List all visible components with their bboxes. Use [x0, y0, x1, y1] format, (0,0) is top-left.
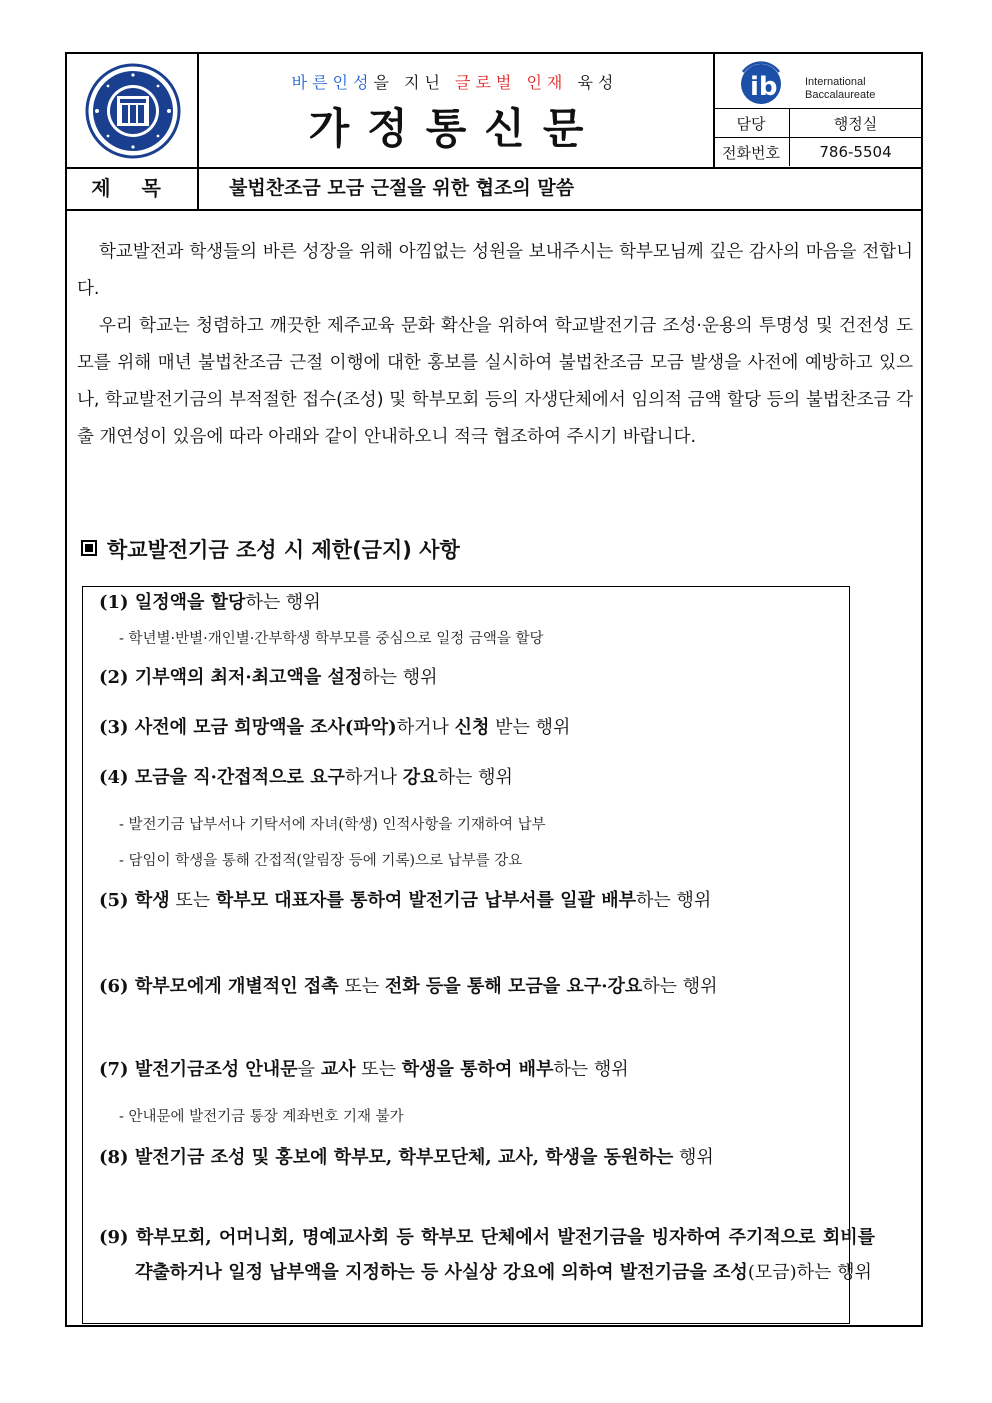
section-heading	[81, 534, 460, 564]
contact-table	[713, 108, 921, 166]
restriction-subnote: - 발전기금 납부서나 기탁서에 자녀(학생) 인적사항을 기재하여 납부	[119, 817, 546, 833]
item-number: (3)	[99, 717, 135, 738]
title-cell	[197, 54, 715, 167]
restriction-item	[99, 660, 875, 695]
item-number: (5)	[99, 890, 135, 911]
contact-key: 전화번호	[713, 138, 790, 167]
item-text: 하는 행위	[642, 976, 718, 997]
subject-value: 불법찬조금 모금 근절을 위한 협조의 말씀	[229, 177, 575, 199]
item-emphasis-text: 교사	[320, 1059, 356, 1080]
item-emphasis-text: 신청	[454, 717, 490, 738]
item-emphasis-text: 발전기금조성 안내문	[134, 1059, 298, 1080]
item-text: 하는 행위	[245, 592, 321, 613]
item-number: (4)	[99, 767, 135, 788]
item-text: 받는 행위	[489, 717, 571, 738]
item-number: (2)	[99, 667, 135, 688]
restriction-item	[99, 760, 875, 795]
contact-row	[713, 109, 921, 138]
svg-text:ib: ib	[750, 72, 778, 102]
item-emphasis-text: 기부액의 최저·최고액을 설정	[134, 667, 363, 688]
restriction-subnote: - 안내문에 발전기금 통장 계좌번호 기재 불가	[119, 1109, 404, 1125]
restriction-item	[99, 710, 875, 745]
item-number: (8)	[99, 1147, 135, 1168]
restriction-subnote: - 담임이 학생을 통해 간접적(알림장 등에 기록)으로 납부를 강요	[119, 853, 523, 869]
item-text: 또는	[338, 976, 385, 997]
restriction-item	[99, 1220, 875, 1290]
contact-value: 행정실	[790, 109, 922, 138]
intro-paragraph: 학교발전과 학생들의 바른 성장을 위해 아낌없는 성원을 보내주시는 학부모님께 깊은 감사의 마음을 전합니다.	[77, 242, 913, 299]
item-text: 을	[297, 1059, 321, 1080]
item-emphasis-text: 학생을 통하여 배부	[401, 1059, 554, 1080]
item-text: 하거나	[344, 767, 403, 788]
item-number: (7)	[99, 1059, 135, 1080]
subject-row	[67, 167, 921, 211]
item-emphasis-text: 강요	[402, 767, 438, 788]
restriction-item	[99, 585, 875, 620]
page-title: 가정통신문	[308, 104, 602, 153]
item-emphasis-text: 일정액을 할당	[134, 592, 246, 613]
item-number: (9)	[99, 1227, 136, 1248]
item-text: 또는	[169, 890, 216, 911]
contact-value: 786-5504	[790, 138, 922, 167]
item-text: 하거나	[396, 717, 455, 738]
bullet-square-icon	[81, 540, 97, 556]
slogan-part: 바른인성	[291, 73, 374, 92]
body-paragraph: 우리 학교는 청렴하고 깨끗한 제주교육 문화 확산을 위하여 학교발전기금 조성·운용의 투명성 및 건전성 도모를 위해 매년 불법찬조금 근절 이행에 대한 홍보를 실시하여 불법찬조금 모금 발생을 사전에 예방하고 있으나, 학교발전기금의 부적절한 접수(조성) 및 학부모회 등의 자생단체에서 임의적 금액 할당 등의 불법찬조금 각출 개연성이 있음에 따라 아래와 같이 안내하오니 적극 협조하여 주시기 바랍니다.	[77, 316, 913, 447]
slogan	[197, 70, 713, 93]
item-text: 또는	[355, 1059, 402, 1080]
slogan-part: 글로벌 인재	[455, 73, 568, 92]
section-title: 학교발전기금 조성 시 제한(금지) 사항	[107, 538, 460, 562]
item-text: 하는 행위	[796, 1262, 872, 1283]
ib-logo-text: International Baccalaureate	[805, 76, 876, 101]
item-text: 하는 행위	[362, 667, 438, 688]
item-emphasis-text: 모금을 직·간접적으로 요구	[134, 767, 345, 788]
subject-label: 제 목	[67, 167, 199, 209]
notice-frame	[65, 52, 923, 1327]
ib-logo	[723, 60, 913, 106]
header	[67, 54, 921, 169]
contact-row	[713, 138, 921, 167]
item-text: (모금)	[747, 1262, 797, 1283]
item-emphasis-text: 학부모 대표자를 통하여 발전기금 납부서를 일괄 배부	[215, 890, 636, 911]
school-seal-cell	[67, 54, 199, 167]
item-number: (1)	[99, 592, 135, 613]
item-emphasis-text: 발전기금 조성 및 홍보에 학부모, 학부모단체, 교사, 학생을 동원하는	[134, 1147, 674, 1168]
restriction-item	[99, 1052, 875, 1087]
restrictions-box	[82, 586, 875, 1324]
item-text: 행위	[673, 1147, 714, 1168]
restriction-item	[99, 969, 875, 1004]
item-text: 하는 행위	[553, 1059, 629, 1080]
item-number: (6)	[99, 976, 135, 997]
restriction-item	[99, 883, 875, 918]
school-seal-logo	[67, 54, 197, 167]
item-emphasis-text: 사전에 모금 희망액을 조사(파악)	[134, 717, 397, 738]
item-emphasis-text: 학부모에게 개별적인 접촉	[134, 976, 339, 997]
slogan-part: 을 지닌	[373, 73, 455, 92]
restriction-subnote: - 학년별·반별·개인별·간부학생 학부모를 중심으로 일정 금액을 할당	[119, 631, 544, 647]
ib-emblem-icon	[723, 60, 793, 106]
contact-key: 담당	[713, 109, 790, 138]
item-emphasis-text: 학부모회, 어머니회, 명예교사회 등 학부모 단체에서 발전기금을 빙자하여 주기적으로 회비를 갹출하거나 일정 납부액을 지정하는 등 사실상 강요에 의하여 발전기금을 조성	[135, 1227, 875, 1283]
restriction-item	[99, 1140, 875, 1175]
slogan-part: 육성	[567, 73, 619, 92]
item-text: 하는 행위	[437, 767, 513, 788]
ib-cell	[713, 54, 921, 167]
item-text: 하는 행위	[635, 890, 712, 911]
item-emphasis-text: 전화 등을 통해 모금을 요구·강요	[384, 976, 643, 997]
item-emphasis-text: 학생	[134, 890, 170, 911]
